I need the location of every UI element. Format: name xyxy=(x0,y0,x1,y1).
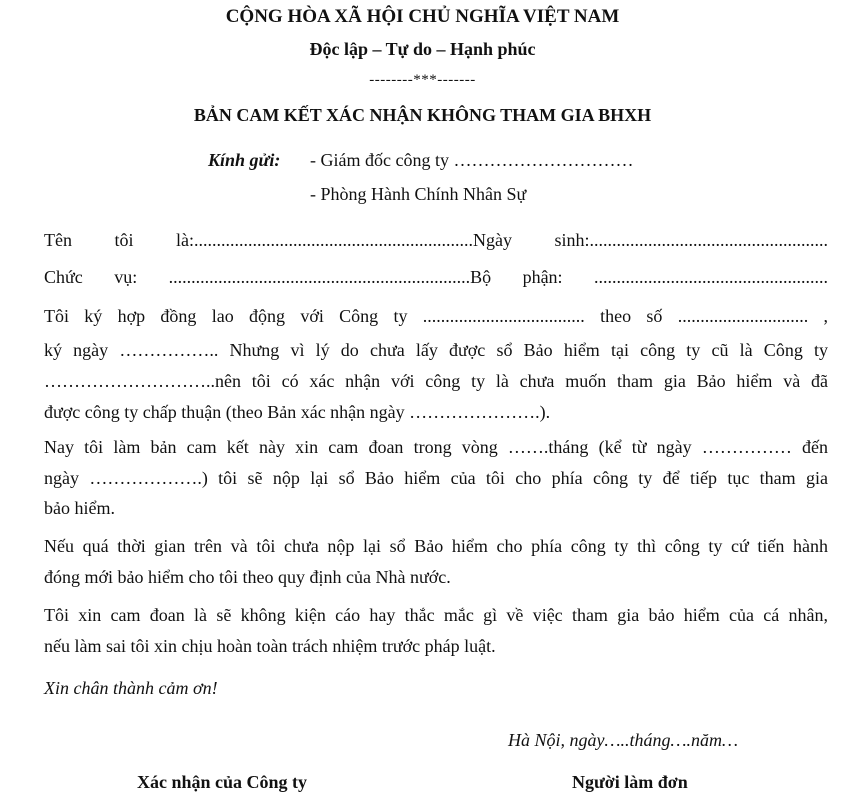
motto: Độc lập – Tự do – Hạnh phúc xyxy=(309,39,536,59)
name-birthdate-field: Tên tôi là:..............................................................Ngày sinh:..................................................... xyxy=(44,230,828,250)
separator-line: --------***------- xyxy=(369,72,476,88)
recipient-label: Kính gửi: xyxy=(208,150,281,170)
position-department-field: Chức vụ: ...................................................................Bộ phận: .................................................... xyxy=(44,267,828,287)
paragraph-pledge-line-1: Tôi xin cam đoan là sẽ không kiện cáo hay thắc mắc gì về việc tham gia bảo hiểm của cá nhân, xyxy=(44,605,828,625)
closing-thanks: Xin chân thành cảm ơn! xyxy=(44,678,218,698)
paragraph-commitment-line-3: bảo hiểm. xyxy=(44,498,115,518)
paragraph-overdue-line-1: Nếu quá thời gian trên và tôi chưa nộp lại sổ Bảo hiểm cho phía công ty thì công ty cứ tiến hành xyxy=(44,536,828,556)
paragraph-contract-line-3: ………………………..nên tôi có xác nhận với công ty là chưa muốn tham gia Bảo hiểm và đã xyxy=(44,371,828,391)
paragraph-commitment-line-1: Nay tôi làm bản cam kết này xin cam đoan trong vòng …….tháng (kể từ ngày …………… đến xyxy=(44,437,828,457)
nation-heading: CỘNG HÒA XÃ HỘI CHỦ NGHĨA VIỆT NAM xyxy=(225,6,620,27)
paragraph-commitment-line-2: ngày ……………….) tôi sẽ nộp lại sổ Bảo hiểm của tôi cho phía công ty để tiếp tục tham gia xyxy=(44,468,828,488)
recipient-director: - Giám đốc công ty ………………………… xyxy=(310,150,634,170)
paragraph-contract-line-1: Tôi ký hợp đồng lao động với Công ty .................................... theo số ............................. , xyxy=(44,306,828,326)
paragraph-contract-line-4: được công ty chấp thuận (theo Bản xác nhận ngày ………………….). xyxy=(44,402,551,422)
document-title: BẢN CAM KẾT XÁC NHẬN KHÔNG THAM GIA BHXH xyxy=(193,105,652,125)
applicant-signature-label: Người làm đơn xyxy=(572,772,688,792)
company-confirmation-label: Xác nhận của Công ty xyxy=(137,772,308,792)
paragraph-overdue-line-2: đóng mới bảo hiểm cho tôi theo quy định của Nhà nước. xyxy=(44,567,451,587)
paragraph-contract-line-2: ký ngày …………….. Nhưng vì lý do chưa lấy được sổ Bảo hiểm tại công ty cũ là Công ty xyxy=(44,340,828,360)
place-and-date: Hà Nội, ngày…..tháng….năm… xyxy=(508,730,739,750)
recipient-hr-department: - Phòng Hành Chính Nhân Sự xyxy=(310,184,527,204)
paragraph-pledge-line-2: nếu làm sai tôi xin chịu hoàn toàn trách nhiệm trước pháp luật. xyxy=(44,636,496,656)
